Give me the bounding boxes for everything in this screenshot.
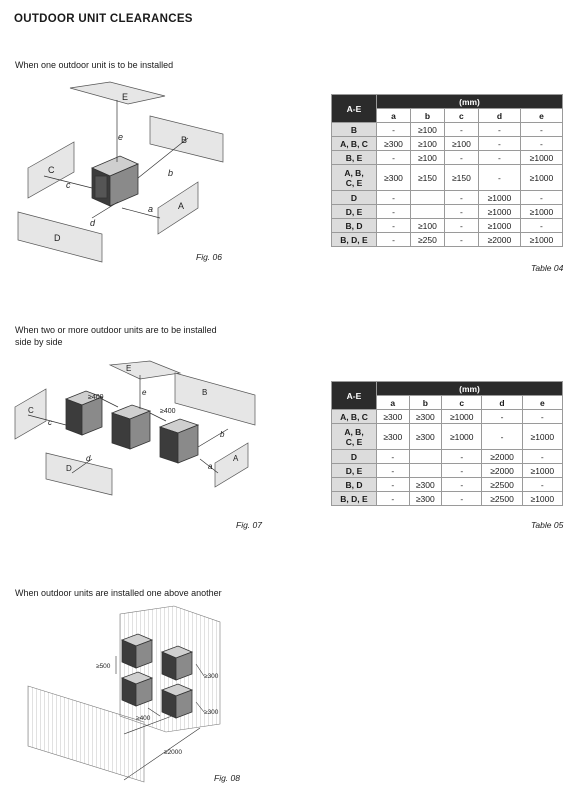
table04-unit: (mm) — [377, 95, 563, 109]
table-05 — [331, 381, 563, 506]
dim-gap-1: ≥400 — [88, 394, 104, 401]
table04-col-e: e — [520, 109, 562, 123]
section2-heading-line1: When two or more outdoor units are to be installed — [15, 325, 217, 335]
dim-d: d — [86, 454, 91, 463]
fig07-diagram — [10, 355, 260, 515]
table-row: B, E - ≥100 - - ≥1000 — [332, 151, 563, 165]
fig07-caption: Fig. 07 — [236, 520, 262, 530]
table-row: B, D - ≥300 - ≥2500 - — [332, 478, 563, 492]
table-row: A, B, C, E ≥300 ≥300 ≥1000 - ≥1000 — [332, 424, 563, 450]
dim-d: d — [90, 218, 96, 228]
panel-A — [215, 443, 248, 487]
dim-a: a — [148, 204, 154, 214]
dim-a: a — [208, 462, 213, 471]
table-row: A, B, C ≥300 ≥100 ≥100 - - — [332, 137, 563, 151]
table-row: A, B, C ≥300 ≥300 ≥1000 - - — [332, 410, 563, 424]
label-B: B — [181, 135, 188, 145]
panel-B — [175, 373, 255, 425]
table-row: D - - ≥1000 - — [332, 191, 563, 205]
label-B: B — [202, 388, 208, 397]
section2-heading-line2: side by side — [15, 337, 63, 347]
label-C: C — [28, 406, 34, 415]
table-row: B, D, E - ≥250 - ≥2000 ≥1000 — [332, 233, 563, 247]
label-A: A — [178, 201, 185, 211]
panel-E — [110, 361, 180, 379]
dim-e: e — [118, 132, 124, 142]
dim-c: c — [66, 180, 71, 190]
outdoor-unit-upper-left — [122, 634, 152, 668]
dim-c: c — [48, 418, 52, 427]
panel-E — [70, 82, 165, 104]
dim-gap-2: ≥400 — [160, 408, 176, 415]
dim-left: ≥500 — [96, 663, 111, 670]
dim-front: ≥400 — [136, 715, 151, 722]
section1-heading: When one outdoor unit is to be installed — [15, 60, 174, 70]
table-row: D, E - - ≥2000 ≥1000 — [332, 464, 563, 478]
table04-col-c: c — [444, 109, 478, 123]
fig06-diagram — [10, 78, 230, 270]
section3-heading: When outdoor units are installed one above another — [15, 588, 222, 598]
dim-b: b — [168, 168, 174, 178]
outdoor-unit — [92, 156, 138, 206]
dim-right-top: ≥300 — [204, 673, 219, 680]
outdoor-unit-lower-left — [122, 672, 152, 706]
table-04 — [331, 94, 563, 247]
table-row: D - - ≥2000 - — [332, 450, 563, 464]
label-D: D — [66, 464, 72, 473]
fig08-diagram — [24, 604, 244, 784]
section2-heading — [15, 324, 217, 348]
table-row: B - ≥100 - - - — [332, 123, 563, 137]
table05-unit: (mm) — [377, 382, 563, 396]
dim-b: b — [220, 430, 225, 439]
page-title: OUTDOOR UNIT CLEARANCES — [14, 13, 193, 25]
table04-caption: Table 04 — [531, 263, 564, 273]
table04-col-b: b — [410, 109, 444, 123]
table05-col-c: c — [442, 396, 482, 410]
table04-corner: A-E — [332, 95, 377, 123]
table04-col-a: a — [377, 109, 411, 123]
label-E: E — [126, 364, 132, 373]
table05-corner: A-E — [332, 382, 377, 410]
outdoor-unit-upper-right — [162, 646, 192, 680]
outdoor-unit-2 — [112, 405, 150, 449]
table-row: A, B, C, E ≥300 ≥150 ≥150 - ≥1000 — [332, 165, 563, 191]
table-row: B, D - ≥100 - ≥1000 - — [332, 219, 563, 233]
fig08-caption: Fig. 08 — [214, 773, 240, 783]
table05-col-d: d — [482, 396, 522, 410]
table05-col-a: a — [377, 396, 410, 410]
table-row: B, D, E - ≥300 - ≥2500 ≥1000 — [332, 492, 563, 506]
dim-right-bottom: ≥300 — [204, 709, 219, 716]
outdoor-unit-lower-right — [162, 684, 192, 718]
table04-col-d: d — [478, 109, 520, 123]
dim-e: e — [142, 388, 147, 397]
label-A: A — [233, 454, 239, 463]
outdoor-unit-3 — [160, 419, 198, 463]
label-E: E — [122, 92, 129, 102]
dim-distance: ≥2000 — [164, 749, 183, 756]
label-C: C — [48, 165, 55, 175]
panel-D — [46, 453, 112, 495]
table05-col-b: b — [409, 396, 442, 410]
fig06-caption: Fig. 06 — [196, 252, 222, 262]
label-D: D — [54, 233, 61, 243]
table05-caption: Table 05 — [531, 520, 564, 530]
table05-col-e: e — [522, 396, 562, 410]
table-row: D, E - - ≥1000 ≥1000 — [332, 205, 563, 219]
